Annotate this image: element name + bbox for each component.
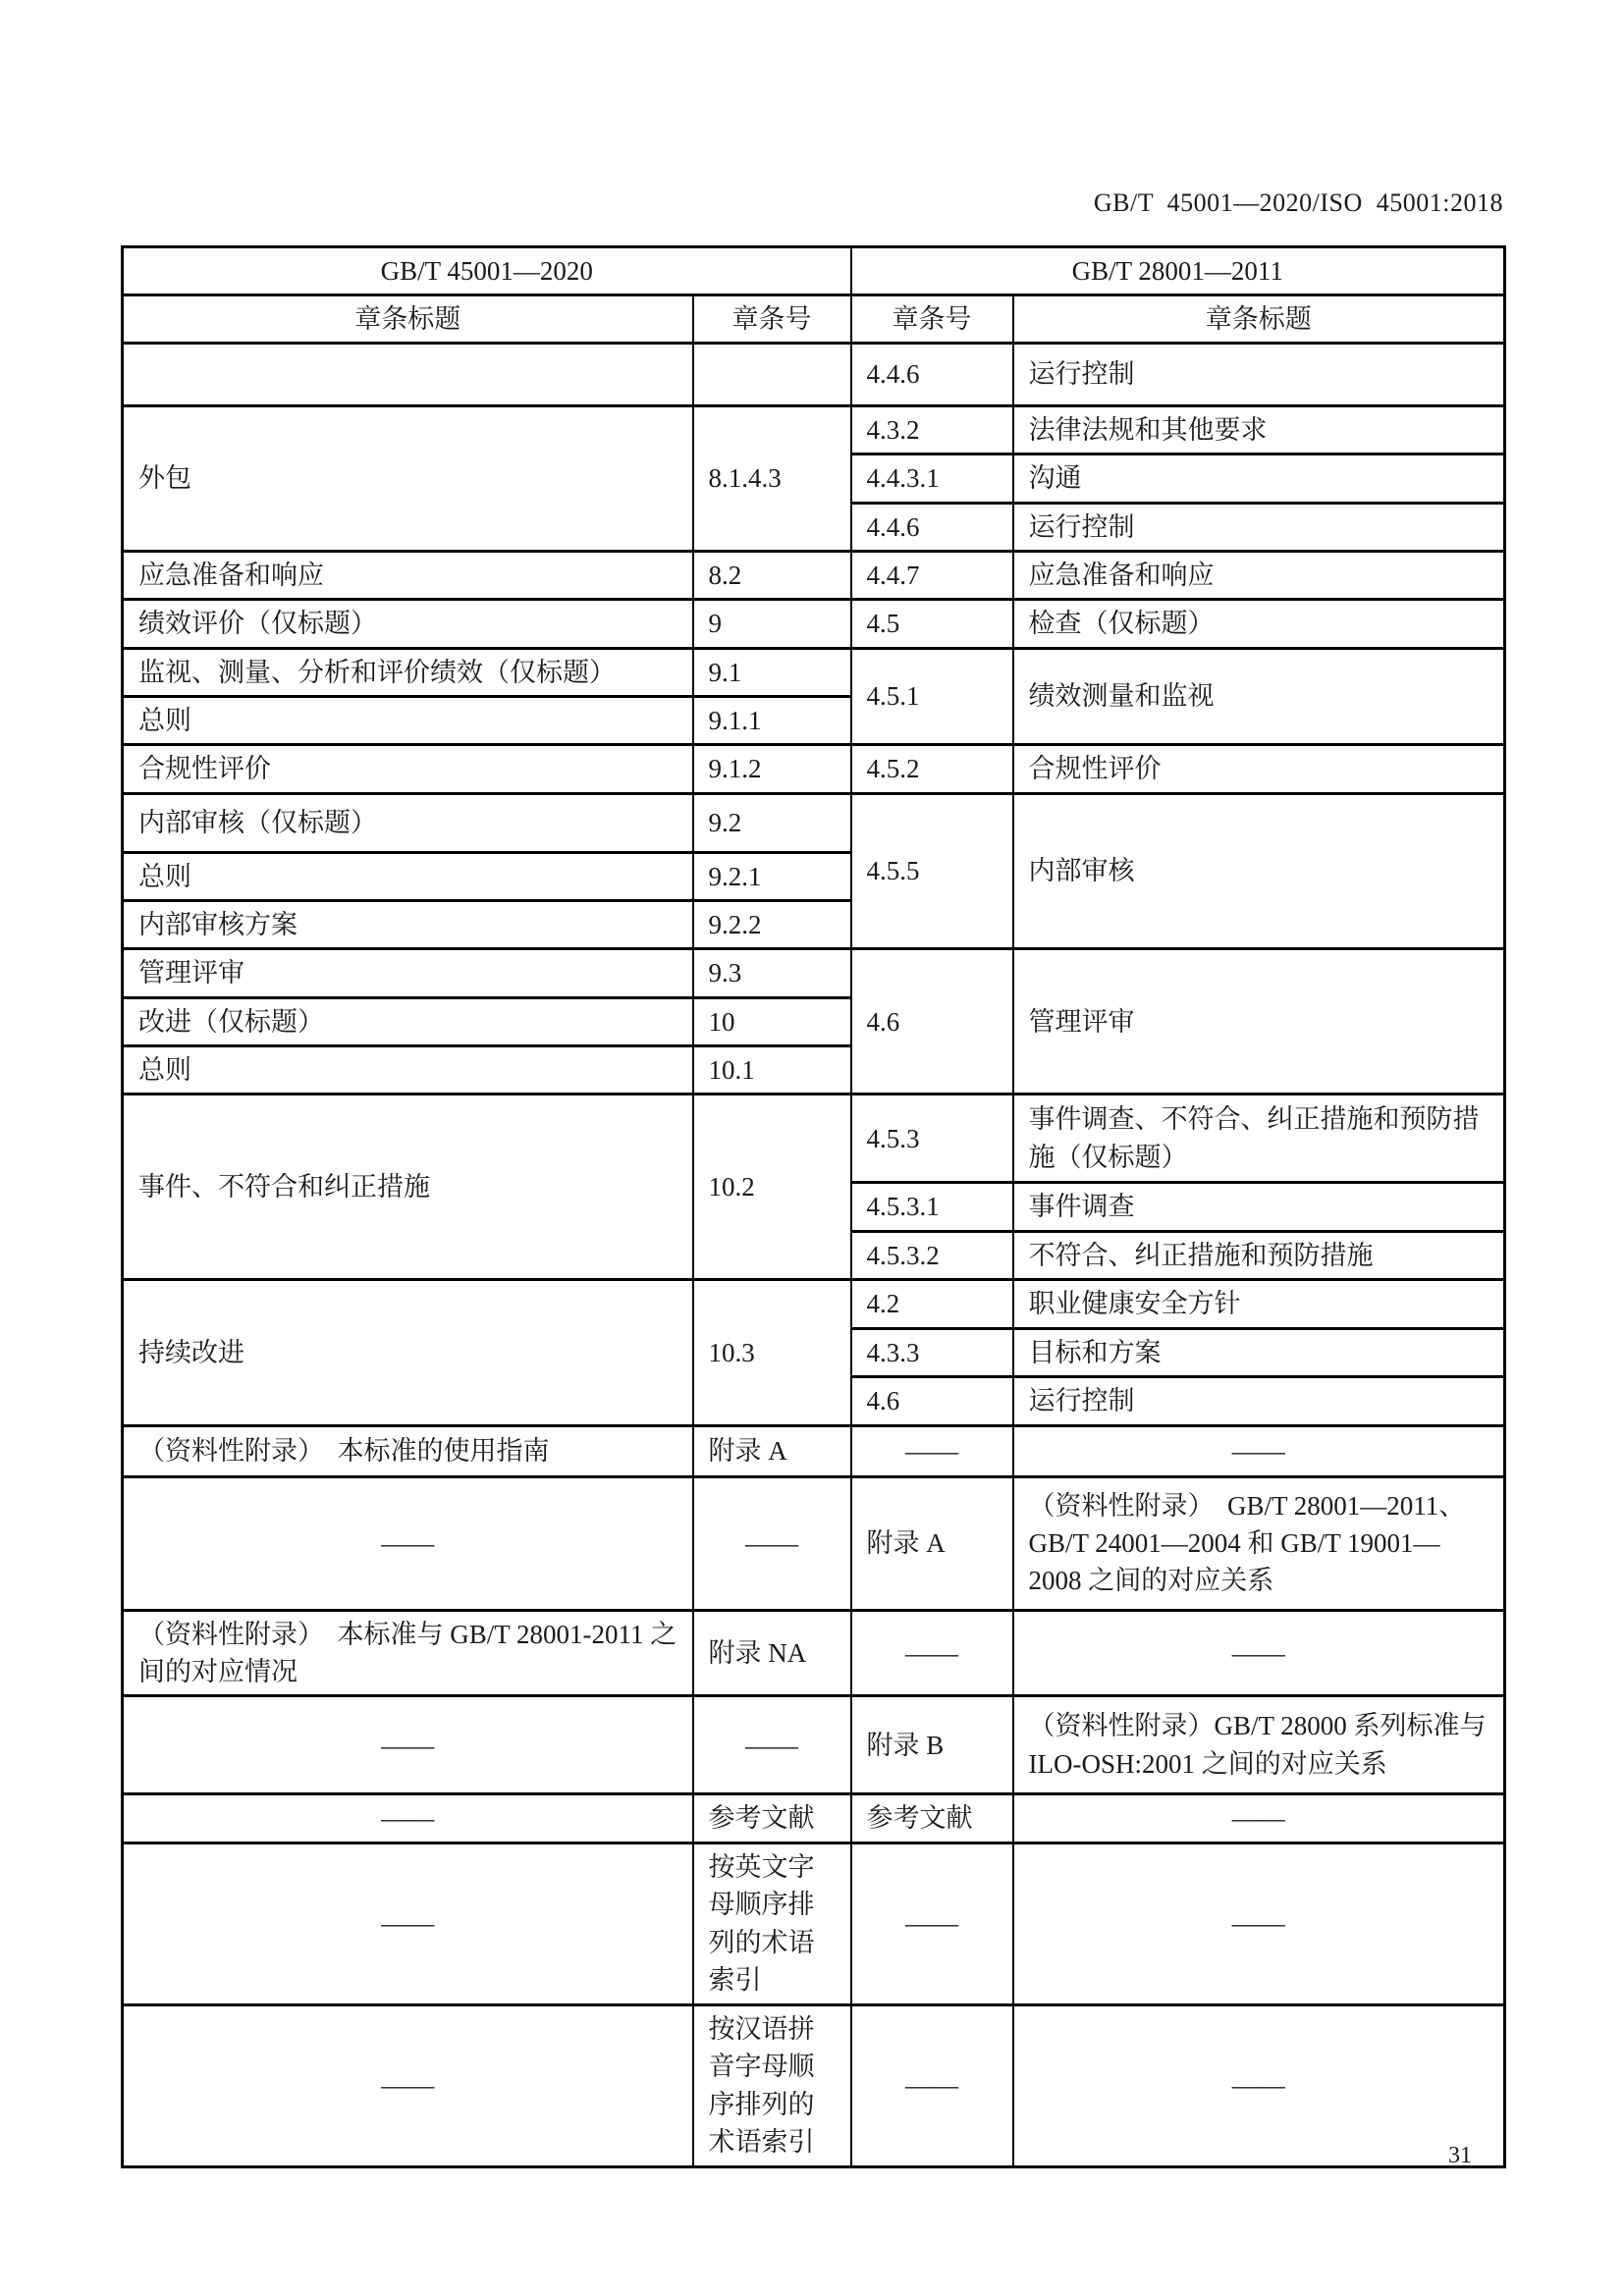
table-cell: ——: [123, 1476, 693, 1610]
table-cell: 参考文献: [851, 1794, 1013, 1842]
table-cell: 4.4.6: [851, 344, 1013, 406]
table-cell: ——: [1013, 1425, 1505, 1476]
table-cell: 按英文字母顺序排列的术语索引: [693, 1842, 851, 2004]
table-cell: 应急准备和响应: [1013, 551, 1505, 599]
table-cell: 按汉语拼音字母顺序排列的术语索引: [693, 2004, 851, 2166]
table-row: [123, 1610, 1505, 1696]
table-row: [123, 1279, 1505, 1328]
table-row: [123, 1095, 1505, 1183]
table-cell: 内部审核（仅标题）: [123, 793, 693, 852]
table-cell: ——: [1013, 1610, 1505, 1696]
document-header: GB/T 45001—2020/ISO 45001:2018: [1093, 188, 1503, 217]
table-cell: ——: [693, 1696, 851, 1794]
table-cell: 4.5.1: [851, 648, 1013, 745]
table-row: [123, 2004, 1505, 2166]
table-cell: （资料性附录）GB/T 28000 系列标准与 ILO-OSH:2001 之间的对应关系: [1013, 1696, 1505, 1794]
table-row: [123, 1794, 1505, 1842]
table-cell: 4.3.2: [851, 406, 1013, 454]
table-cell: 4.4.7: [851, 551, 1013, 599]
table-cell: 总则: [123, 1045, 693, 1094]
column-header: 章条标题: [1013, 295, 1505, 344]
table-cell: 4.6: [851, 1377, 1013, 1425]
table-cell: ——: [1013, 1794, 1505, 1842]
table-cell: ——: [1013, 2004, 1505, 2166]
table-cell: 10.2: [693, 1095, 851, 1280]
table-cell: 合规性评价: [1013, 745, 1505, 793]
table-cell: 运行控制: [1013, 1377, 1505, 1425]
table-cell: 附录 NA: [693, 1610, 851, 1696]
table-cell: 4.5.5: [851, 793, 1013, 949]
clause-comparison-table: [121, 245, 1506, 2168]
table-cell: 4.5.2: [851, 745, 1013, 793]
table-cell: 内部审核: [1013, 793, 1505, 949]
table-cell: 参考文献: [693, 1794, 851, 1842]
table-cell: 10.1: [693, 1045, 851, 1094]
table-row: [123, 344, 1505, 406]
table-cell: 管理评审: [1013, 949, 1505, 1095]
table-cell: [693, 344, 851, 406]
column-header: 章条号: [851, 295, 1013, 344]
table-row: [123, 949, 1505, 997]
table-cell: 4.5.3.1: [851, 1183, 1013, 1231]
table-cell: 9: [693, 600, 851, 648]
table-header: [123, 247, 1505, 344]
page-number: 31: [1448, 2143, 1472, 2168]
table-cell: （资料性附录） GB/T 28001—2011、GB/T 24001—2004 和 GB/T 19001—2008 之间的对应关系: [1013, 1476, 1505, 1610]
table-row: [123, 745, 1505, 793]
table-cell: ——: [851, 2004, 1013, 2166]
table-cell: 4.6: [851, 949, 1013, 1095]
table-cell: [123, 344, 693, 406]
table-cell: 9.1.2: [693, 745, 851, 793]
table-cell: （资料性附录） 本标准与 GB/T 28001-2011 之间的对应情况: [123, 1610, 693, 1696]
table-row: [123, 406, 1505, 454]
table-row: [123, 551, 1505, 599]
table-cell: 外包: [123, 406, 693, 552]
table-cell: 事件调查、不符合、纠正措施和预防措施（仅标题）: [1013, 1095, 1505, 1183]
table-cell: 9.2: [693, 793, 851, 852]
table-cell: 沟通: [1013, 454, 1505, 503]
table-cell: 附录 A: [693, 1425, 851, 1476]
table-cell: 9.3: [693, 949, 851, 997]
table-cell: 职业健康安全方针: [1013, 1279, 1505, 1328]
table-cell: 内部审核方案: [123, 900, 693, 948]
table-cell: 4.5.3: [851, 1095, 1013, 1183]
table-cell: 运行控制: [1013, 503, 1505, 551]
table-cell: 总则: [123, 852, 693, 900]
table-row: [123, 648, 1505, 696]
table-cell: 管理评审: [123, 949, 693, 997]
table-cell: ——: [851, 1842, 1013, 2004]
table-cell: 目标和方案: [1013, 1328, 1505, 1376]
table-row: [123, 1842, 1505, 2004]
table-cell: 事件、不符合和纠正措施: [123, 1095, 693, 1280]
table-cell: 8.1.4.3: [693, 406, 851, 552]
table-cell: 9.1: [693, 648, 851, 696]
table-cell: 事件调查: [1013, 1183, 1505, 1231]
table-cell: ——: [123, 1696, 693, 1794]
table-cell: ——: [851, 1425, 1013, 1476]
table-row: [123, 600, 1505, 648]
table-cell: 8.2: [693, 551, 851, 599]
table-cell: 改进（仅标题）: [123, 997, 693, 1045]
table-cell: 法律法规和其他要求: [1013, 406, 1505, 454]
table-cell: ——: [123, 1794, 693, 1842]
table-cell: ——: [123, 1842, 693, 2004]
table-cell: 合规性评价: [123, 745, 693, 793]
table-cell: 4.5.3.2: [851, 1231, 1013, 1279]
table-cell: 10.3: [693, 1279, 851, 1425]
table-cell: 附录 B: [851, 1696, 1013, 1794]
table-cell: ——: [123, 2004, 693, 2166]
table-cell: 不符合、纠正措施和预防措施: [1013, 1231, 1505, 1279]
table-cell: ——: [1013, 1842, 1505, 2004]
table-cell: 4.5: [851, 600, 1013, 648]
table-row: [123, 1476, 1505, 1610]
table-cell: ——: [851, 1610, 1013, 1696]
table-cell: 检查（仅标题）: [1013, 600, 1505, 648]
column-header: 章条标题: [123, 295, 693, 344]
table-cell: 绩效评价（仅标题）: [123, 600, 693, 648]
table-cell: 9.2.2: [693, 900, 851, 948]
table-cell: 4.2: [851, 1279, 1013, 1328]
table-cell: 4.4.3.1: [851, 454, 1013, 503]
table-cell: （资料性附录） 本标准的使用指南: [123, 1425, 693, 1476]
table-cell: 应急准备和响应: [123, 551, 693, 599]
table-row: [123, 793, 1505, 852]
column-header: 章条号: [693, 295, 851, 344]
table-cell: 监视、测量、分析和评价绩效（仅标题）: [123, 648, 693, 696]
table-cell: 持续改进: [123, 1279, 693, 1425]
column-group-header: GB/T 28001—2011: [851, 247, 1505, 295]
table-row: [123, 1425, 1505, 1476]
table-cell: 9.2.1: [693, 852, 851, 900]
table-cell: 10: [693, 997, 851, 1045]
table-cell: ——: [693, 1476, 851, 1610]
table-cell: 运行控制: [1013, 344, 1505, 406]
column-group-header: GB/T 45001—2020: [123, 247, 851, 295]
table-cell: 总则: [123, 696, 693, 744]
table-cell: 绩效测量和监视: [1013, 648, 1505, 745]
table-cell: 4.4.6: [851, 503, 1013, 551]
table-cell: 附录 A: [851, 1476, 1013, 1610]
table-body: [123, 344, 1505, 2167]
table-cell: 4.3.3: [851, 1328, 1013, 1376]
table-row: [123, 1696, 1505, 1794]
table-cell: 9.1.1: [693, 696, 851, 744]
